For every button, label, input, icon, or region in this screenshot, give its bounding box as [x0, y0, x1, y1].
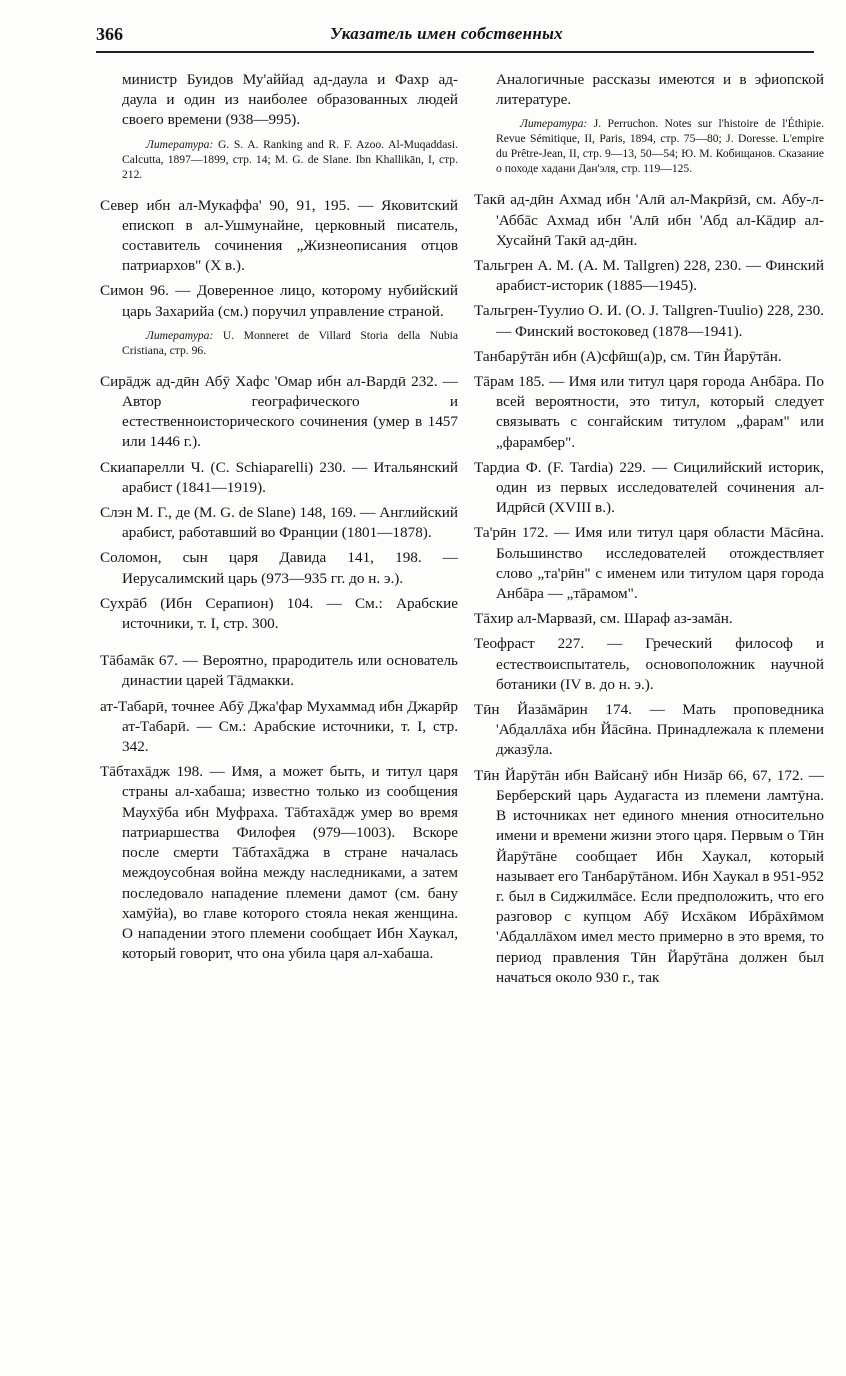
entry-continuation: министр Буидов Му'аййад ад-даула и Фахр ад-даула и один из наиболее образованных людей своего времени (938—995). — [122, 71, 458, 129]
index-entry: Такӣ ад-дӣн Ахмад ибн 'Алӣ ал-Макрӣзӣ, см. Абу-л-'Аббāс Ахмад ибн 'Алӣ ибн 'Абд ал-Кāдир ал-Хусайнӣ Такӣ ад-дӣн. — [474, 191, 824, 249]
page-header — [96, 24, 814, 50]
literature-label: Литература: — [146, 328, 214, 342]
literature-note — [100, 328, 458, 358]
index-entry: Симон 96. — Доверенное лицо, которому нубийский царь Захарийа (см.) поручил управление страной. — [100, 282, 458, 320]
index-entry: Тӣн Йазāмāрин 174. — Мать проповедника 'Абдаллāха ибн Йāсӣна. Принадлежала к племени джазӯла. — [474, 701, 824, 759]
index-entry: Скиапарелли Ч. (C. Schiaparelli) 230. — Итальянский арабист (1841—1919). — [100, 458, 458, 496]
index-entry: Тардиа Ф. (F. Tardia) 229. — Сицилийский историк, один из первых исследователей сочинения ал-Идрӣсӣ (XVIII в.). — [474, 458, 824, 517]
literature-text: J. Perruchon. Notes sur l'histoire de l'Éthipie. Revue Sémitique, II, Paris, 1894, стр. 75—80; J. Doresse. L'empire du Prêtre-Jean, II, стр. 9—13, 50—54; Ю. М. Кобищанов. Сказание о походе хадани Дан'эля, стр. 119—125. — [496, 117, 824, 176]
literature-note — [100, 137, 458, 182]
index-entry: Танбарӯтāн ибн (А)сфӣш(а)р, см. Тӣн Йарӯтāн. — [474, 347, 782, 365]
index-entry: Теофраст 227. — Греческий философ и естествоиспытатель, основоположник научной ботаники (IV в. до н. э.). — [474, 635, 824, 693]
index-entry: Тāбтахāдж 198. — Имя, а может быть, и титул царя страны ал-хабаша; известно только из сообщения Маухӯба ибн Муфраха. Тāбтахāдж умер во время патриаршества Филофея (979—1003). Вскоре после смерти Тāбтахāджа в стране началась междоусобная война между наследниками, а затем последовало нападение племени дамот (см. бану хамӯйа), во главе которого стояла некая женщина. О нападении этого племени сообщает Ибн Хаукал, который говорит, что она убила царя ал-хабаша. — [100, 763, 458, 963]
index-entry: ат-Табарӣ, точнее Абӯ Джа'фар Мухаммад ибн Джарӣр ат-Табарӣ. — См.: Арабские источники, т. I, стр. 342. — [100, 697, 458, 756]
index-entry: Тāхир ал-Марвазӣ, см. Шараф аз-замāн. — [474, 610, 733, 628]
index-entry: Сухрāб (Ибн Серапион) 104. — См.: Арабские источники, т. I, стр. 300. — [100, 594, 458, 633]
right-column — [474, 70, 824, 993]
index-entry: Север ибн ал-Мукаффа' 90, 91, 195. — Яковитский епископ в ал-Ушмунайне, церковный писатель, составитель сочинения „Жизнеописания отцов патриархов" (X в.). — [100, 196, 458, 275]
index-entry: Та'рӣн 172. — Имя или титул царя области Мāсӣна. Большинство исследователей отождествляет слово „та'рӣн" с именем или титулом царя города Анбāра — „тāрамом". — [474, 524, 824, 603]
index-entry: Тальгрен-Туулио О. И. (O. J. Tallgren-Tuulio) 228, 230. — Финский востоковед (1878—1941). — [474, 302, 824, 340]
running-title: Указатель имен собственных — [330, 24, 563, 43]
index-entry: Тальгрен А. М. (A. M. Tallgren) 228, 230. — Финский арабист-историк (1885—1945). — [474, 257, 824, 295]
entry-continuation: Аналогичные рассказы имеются и в эфиопской литературе. — [496, 71, 824, 109]
index-entry: Тӣн Йарӯтāн ибн Вайсанӯ ибн Низāр 66, 67, 172. — Берберский царь Аудагаста из племени ламтӯна. В источниках нет единого мнения относительно имени и времени жизни этого царя. Первым о Тӣн Йарӯтāне сообщает Ибн Хаукал, который называет его Танбарӯтāном. Ибн Хаукал в 951-952 г. был в Сиджилмāсе. Если предположить, что его разговор с купцом Абӯ Исхāком Ибрāхӣмом 'Абдаллāхом имел место примерно в это время, то период правления Тӣн Йарӯтāна должен был начаться около 930 г., так — [474, 766, 824, 986]
literature-label: Литература: — [520, 117, 588, 131]
page-number: 366 — [96, 24, 123, 44]
header-rule — [96, 51, 814, 53]
index-entry: Тāбамāк 67. — Вероятно, прародитель или основатель династии царей Тāдмакки. — [100, 652, 458, 690]
index-entry: Сирāдж ад-дӣн Абӯ Хафс 'Омар ибн ал-Вардӣ 232. — Автор географического и естественноисторического сочинения (умер в 1457 или 1446 г.). — [100, 372, 458, 451]
index-entry: Соломон, сын царя Давида 141, 198. — Иерусалимский царь (973—935 гг. до н. э.). — [100, 549, 458, 587]
literature-note — [474, 116, 824, 176]
left-column — [100, 70, 458, 969]
index-entry: Слэн М. Г., де (M. G. de Slane) 148, 169. — Английский арабист, работавший во Франции (1801—1878). — [100, 504, 458, 542]
literature-text: G. S. A. Ranking and R. F. Azoo. Al-Muqaddasi. Calcutta, 1897—1899, стр. 14; M. G. de Slane. Ibn Khallikān, I, стр. 212. — [122, 137, 458, 181]
literature-label: Литература: — [146, 137, 214, 151]
index-entry: Тāрам 185. — Имя или титул царя города Анбāра. По всей вероятности, это титул, который следует связывать с сонгайским титулом „фарам" или „фарамбер". — [474, 373, 824, 451]
section-gap — [100, 639, 458, 651]
literature-text: U. Monneret de Villard Storia della Nubia Cristiana, стр. 96. — [122, 328, 458, 357]
